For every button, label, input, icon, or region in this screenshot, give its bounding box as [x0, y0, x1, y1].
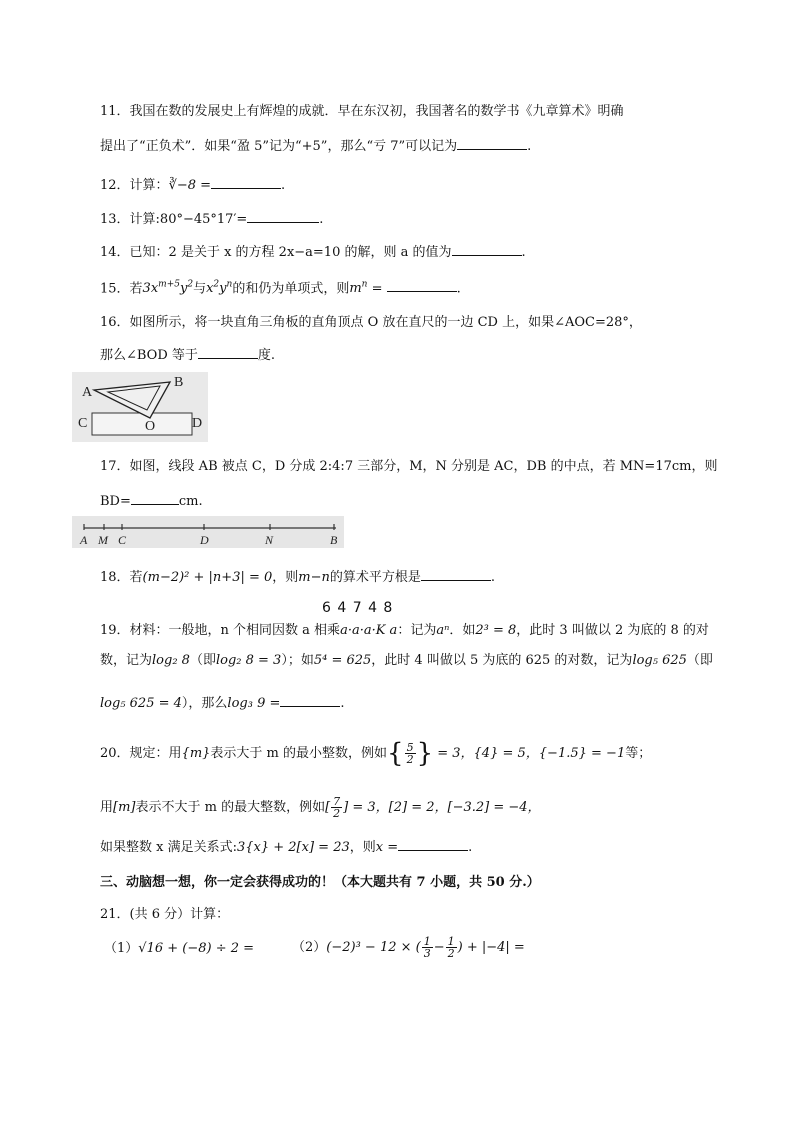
label-b: B — [330, 533, 338, 547]
q16-line1: 16．如图所示，将一块直角三角板的直角顶点 O 放在直尺的一边 CD 上，如果∠AOC=28°， — [100, 315, 642, 330]
q12-text: 12．计算： — [100, 178, 169, 193]
q14-end: . — [521, 245, 526, 260]
q21-n1: 1 — [423, 935, 431, 948]
fraction-7-2 — [331, 796, 342, 819]
answer-blank[interactable] — [211, 174, 281, 189]
answer-blank[interactable] — [247, 208, 319, 223]
answer-blank[interactable] — [198, 344, 258, 359]
right-brace: } — [416, 738, 434, 769]
q15 — [100, 276, 461, 298]
q21-p2-expr-a: (−2)³ − 12 × ( — [326, 940, 421, 955]
q20-l2c: 表示不大于 m 的最大整数，例如 — [135, 800, 326, 815]
q19-line2 — [100, 652, 713, 670]
q19-expr-1f: 2³ = 8 — [475, 623, 517, 638]
q19-expr-2h: log₅ 625 — [632, 653, 687, 668]
q20-t1: 表示大于 m 的最小整数，例如 — [210, 746, 388, 761]
q19-expr-1b: a·a·a·K a — [340, 623, 398, 638]
label-o: O — [145, 419, 156, 434]
q20-den: 2 — [406, 753, 414, 766]
answer-blank[interactable] — [387, 277, 457, 292]
q21-n2: 1 — [447, 935, 455, 948]
q21-part1 — [104, 940, 254, 958]
answer-blank[interactable] — [452, 241, 522, 256]
q19-text-2e: ）；如 — [281, 653, 314, 668]
q12 — [100, 174, 285, 195]
q20-sym1: {m} — [181, 746, 211, 761]
q20-line3 — [100, 836, 472, 857]
q21-p1-expr: √16 + (−8) ÷ 2 = — [138, 941, 255, 956]
q20-line2 — [100, 796, 541, 819]
q12-expr: ∛−8 = — [168, 178, 212, 193]
label-b: B — [174, 375, 184, 390]
q11-line1: 11．我国在数的发展史上有辉煌的成就．早在东汉初，我国著名的数学书《九章算术》明确 — [100, 104, 624, 119]
q18 — [100, 566, 495, 587]
q15-end: . — [456, 281, 461, 297]
q21-part2 — [292, 936, 525, 959]
q20-prefix: 20．规定：用 — [100, 746, 182, 761]
q16-line2 — [100, 344, 275, 365]
left-bracket: [ — [325, 800, 331, 815]
q21-p1-label: （1） — [104, 941, 139, 956]
answer-blank[interactable] — [131, 490, 179, 505]
q16-text: 那么∠BOD 等于 — [100, 348, 198, 363]
q19-text-2g: ，此时 4 叫做以 5 为底的 625 的对数，记为 — [371, 653, 633, 668]
q19-text-1c: ：记为 — [397, 623, 437, 638]
q19-text-1a: 19．材料：一般地，n 个相同因数 a 相乘 — [100, 623, 341, 638]
q18-end: . — [490, 570, 496, 585]
q14 — [100, 241, 526, 262]
q11-end: . — [527, 139, 532, 154]
fraction-5-2 — [405, 742, 416, 765]
q19-expr-1d: aⁿ — [436, 623, 450, 638]
q20-end: . — [468, 840, 473, 855]
q18-mid: ，则 — [272, 570, 299, 585]
q18-prefix: 18．若 — [100, 570, 143, 585]
answer-blank[interactable] — [398, 836, 468, 851]
answer-blank[interactable] — [421, 566, 491, 581]
q20-l3c: ，则 — [349, 840, 376, 855]
q13-end: . — [319, 212, 324, 227]
left-brace: { — [387, 738, 404, 769]
q15-term2: $x^2y^n$ — [206, 280, 233, 297]
q17-end: cm. — [178, 494, 203, 509]
q19-text-2c: （即 — [189, 653, 216, 668]
answer-blank[interactable] — [280, 692, 340, 707]
q20-l3d: x = — [375, 840, 399, 855]
q15-eq: = — [367, 281, 387, 297]
q15-term1: $3x^{m+5}y^2$ — [142, 280, 194, 297]
answer-blank[interactable] — [457, 135, 527, 150]
q16-end: 度. — [257, 348, 276, 363]
segment-figure — [72, 516, 344, 548]
q15-mid1: 与 — [193, 281, 207, 297]
q21-p2-label: （2） — [292, 940, 327, 955]
q12-end: . — [281, 178, 286, 193]
q20-t3: 等； — [625, 746, 652, 761]
fraction-1-2 — [446, 936, 457, 959]
fraction-1-3 — [422, 936, 433, 959]
q19-expr-3c: log₃ 9 = — [227, 696, 281, 711]
q21-d1: 3 — [423, 947, 431, 960]
q17-line1: 17．如图，线段 AB 被点 C，D 分成 2:4:7 三部分，M，N 分别是 AC，DB 的中点，若 MN=17cm，则 — [100, 459, 718, 474]
q19-text-2a: 数，记为 — [100, 653, 153, 668]
q21-title: 21．(共 6 分）计算： — [100, 907, 230, 922]
q14-text: 14．已知：2 是关于 x 的方程 2x−a=10 的解，则 a 的值为 — [100, 245, 452, 260]
q20-l3a: 如果整数 x 满足关系式: — [100, 840, 237, 855]
q15-power: $m^n$ — [349, 280, 368, 297]
q15-mid2: 的和仍为单项式，则 — [232, 281, 350, 297]
q20-num: 5 — [406, 741, 414, 754]
q21-p2-expr-b: ) + |−4| = — [457, 940, 525, 955]
section-heading: 三、动脑想一想，你一定会获得成功的！（本大题共有 7 小题，共 50 分.） — [100, 875, 540, 890]
q20-num2: 7 — [333, 795, 341, 808]
q19-text-1g: ，此时 3 叫做以 2 为底的 8 的对 — [516, 623, 709, 638]
q17-line2 — [100, 490, 203, 511]
label-a: A — [80, 533, 88, 547]
q20-l2b: [m] — [113, 800, 136, 815]
triangle-ruler-figure — [72, 372, 208, 442]
q20-l2a: 用 — [100, 800, 114, 815]
q19-line3 — [100, 692, 345, 713]
q11-text: 提出了“正负术”．如果“盈 5”记为“+5”，那么“亏 7”可以记为 — [100, 139, 458, 154]
q18-expr: (m−2)² + |n+3| = 0 — [142, 570, 273, 585]
label-a: A — [82, 385, 93, 400]
label-c: C — [78, 416, 88, 431]
label-c: C — [118, 533, 127, 547]
q19-text-2i: （即 — [686, 653, 713, 668]
q19-expr-3a: log₅ 625 = 4 — [100, 696, 182, 711]
label-m: M — [98, 533, 108, 547]
q19-expr-2b: log₂ 8 — [152, 653, 190, 668]
q20-line1 — [100, 738, 652, 769]
overlay-text: 6 4 7 4 8 — [322, 600, 394, 616]
q17-text: BD= — [100, 494, 131, 509]
label-n: N — [265, 533, 274, 547]
q20-l3b: 3{x} + 2[x] = 23 — [236, 840, 350, 855]
q13-text: 13．计算:80°−45°17′= — [100, 212, 248, 227]
q19-line1 — [100, 622, 709, 640]
label-d: D — [200, 533, 209, 547]
q21-d2: 2 — [447, 947, 455, 960]
q18-expr2: m−n — [298, 570, 330, 585]
q19-expr-2f: 5⁴ = 625 — [313, 653, 372, 668]
q19-text-1e: ．如 — [449, 623, 476, 638]
q20-den2: 2 — [333, 807, 341, 820]
q13 — [100, 208, 323, 229]
q19-text-3b: ），那么 — [181, 696, 228, 711]
q21-minus: − — [433, 940, 445, 955]
q20-t2: = 3，{4} = 5，{−1.5} = −1 — [433, 746, 626, 761]
q18-suffix: 的算术平方根是 — [329, 570, 421, 585]
q15-prefix: 15．若 — [100, 281, 143, 297]
q19-expr-2d: log₂ 8 = 3 — [215, 653, 282, 668]
q11-line2 — [100, 135, 531, 156]
q19-end: . — [340, 696, 345, 711]
q20-l2d: ] = 3，[2] = 2，[−3.2] = −4， — [343, 800, 541, 815]
label-d: D — [192, 416, 203, 431]
